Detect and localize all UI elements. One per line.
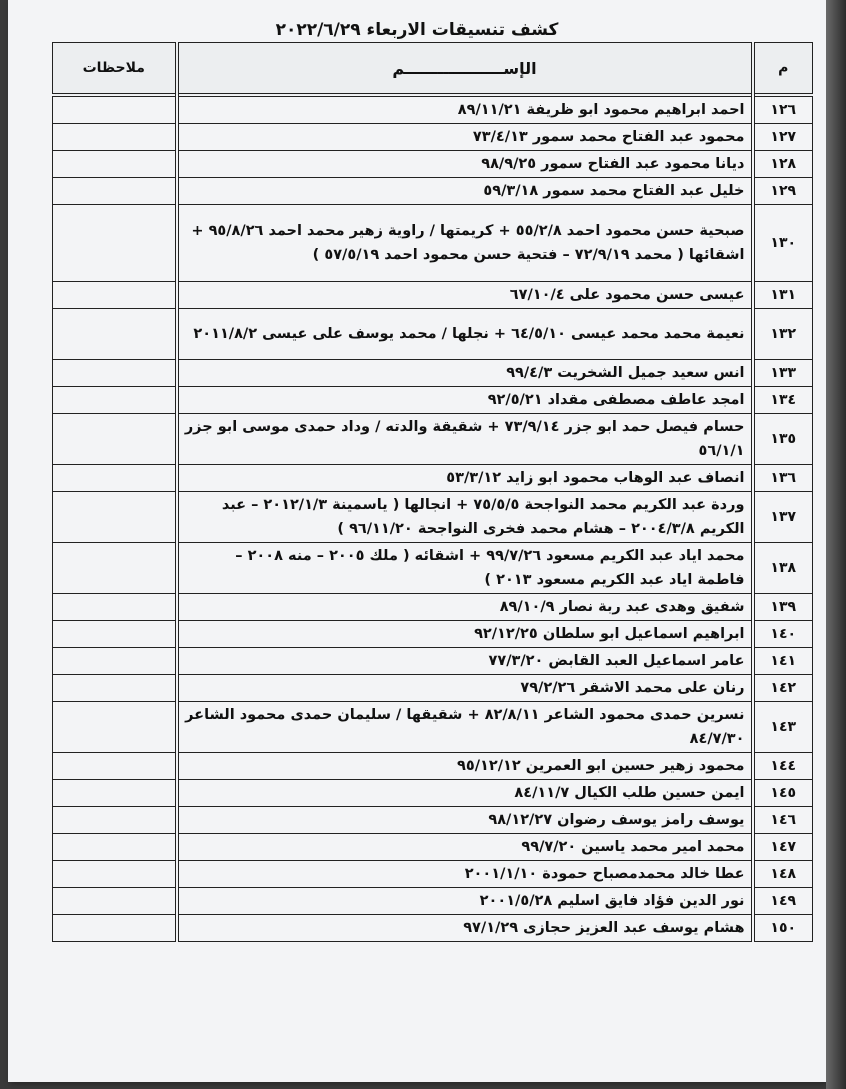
row-name: محمود عبد الفتاح محمد سمور ٧٣/٤/١٣: [177, 124, 753, 151]
table-row: [53, 915, 813, 942]
row-number: ١٤٨: [753, 861, 813, 888]
table-row: [53, 360, 813, 387]
row-number: ١٤٧: [753, 834, 813, 861]
row-number: ١٤٥: [753, 780, 813, 807]
table-row: [53, 861, 813, 888]
row-number: ١٤٦: [753, 807, 813, 834]
row-name: انس سعيد جميل الشخريت ٩٩/٤/٣: [177, 360, 753, 387]
row-name: شفيق وهدى عبد ربة نصار ٨٩/١٠/٩: [177, 594, 753, 621]
row-number: ١٣٩: [753, 594, 813, 621]
row-notes: [53, 387, 177, 414]
row-number: ١٤٢: [753, 675, 813, 702]
row-name: عيسى حسن محمود على ٦٧/١٠/٤: [177, 282, 753, 309]
table-row: [53, 702, 813, 753]
row-notes: [53, 360, 177, 387]
row-notes: [53, 780, 177, 807]
row-notes: [53, 205, 177, 282]
row-number: ١٢٨: [753, 151, 813, 178]
row-number: ١٤١: [753, 648, 813, 675]
row-notes: [53, 621, 177, 648]
table-row: [53, 621, 813, 648]
table-row: [53, 387, 813, 414]
table-row: [53, 95, 813, 124]
row-name: نعيمة محمد محمد عيسى ٦٤/٥/١٠ + نجلها / محمد يوسف على عيسى ٢٠١١/٨/٢: [177, 309, 753, 360]
row-number: ١٣٦: [753, 465, 813, 492]
table-row: [53, 594, 813, 621]
row-name: محمود زهير حسين ابو العمرين ٩٥/١٢/١٢: [177, 753, 753, 780]
row-number: ١٤٤: [753, 753, 813, 780]
table-row: [53, 151, 813, 178]
document-title: كشف تنسيقات الاربعاء ٢٠٢٢/٦/٢٩: [275, 20, 559, 40]
row-notes: [53, 178, 177, 205]
row-notes: [53, 465, 177, 492]
row-number: ١٣٥: [753, 414, 813, 465]
row-notes: [53, 888, 177, 915]
row-name: عامر اسماعيل العبد القابض ٧٧/٣/٢٠: [177, 648, 753, 675]
table-row: [53, 780, 813, 807]
row-notes: [53, 675, 177, 702]
row-notes: [53, 492, 177, 543]
table-header-row: [53, 43, 813, 96]
row-number: ١٤٩: [753, 888, 813, 915]
table-row: [53, 309, 813, 360]
row-notes: [53, 309, 177, 360]
row-notes: [53, 807, 177, 834]
row-notes: [53, 95, 177, 124]
row-number: ١٤٠: [753, 621, 813, 648]
row-name: نسرين حمدى محمود الشاعر ٨٢/٨/١١ + شقيقها / سليمان حمدى محمود الشاعر ٨٤/٧/٣٠: [177, 702, 753, 753]
row-name: هشام يوسف عبد العزيز حجازى ٩٧/١/٢٩: [177, 915, 753, 942]
row-number: ١٣٨: [753, 543, 813, 594]
row-name: نور الدين فؤاد فايق اسليم ٢٠٠١/٥/٢٨: [177, 888, 753, 915]
table-row: [53, 834, 813, 861]
row-name: رنان على محمد الاشقر ٧٩/٢/٢٦: [177, 675, 753, 702]
table-row: [53, 543, 813, 594]
header-name: الإســــــــــــــــــم: [177, 43, 753, 96]
table-row: [53, 753, 813, 780]
row-name: وردة عبد الكريم محمد النواجحة ٧٥/٥/٥ + انجالها ( ياسمينة ٢٠١٢/١/٣ – عبد الكريم ٢٠٠٤/٣/٨ – هشام محمد فخرى النواجحة ٩٦/١١/٢٠ ): [177, 492, 753, 543]
header-number: م: [753, 43, 813, 96]
row-name: ديانا محمود عبد الفتاح سمور ٩٨/٩/٢٥: [177, 151, 753, 178]
row-number: ١٤٣: [753, 702, 813, 753]
row-name: محمد امير محمد ياسين ٩٩/٧/٢٠: [177, 834, 753, 861]
row-name: انصاف عبد الوهاب محمود ابو زايد ٥٣/٣/١٢: [177, 465, 753, 492]
table-row: [53, 205, 813, 282]
row-number: ١٣٧: [753, 492, 813, 543]
table-row: [53, 648, 813, 675]
row-notes: [53, 834, 177, 861]
row-name: صبحية حسن محمود احمد ٥٥/٢/٨ + كريمتها / راوية زهير محمد احمد ٩٥/٨/٢٦ + اشقائها ( محمد ٧٢/٩/١٩ – فتحية حسن محمود احمد ٥٧/٥/١٩ ): [177, 205, 753, 282]
paper-sheet: [8, 0, 826, 1082]
table-row: [53, 675, 813, 702]
row-number: ١٢٩: [753, 178, 813, 205]
row-notes: [53, 594, 177, 621]
row-name: امجد عاطف مصطفى مقداد ٩٢/٥/٢١: [177, 387, 753, 414]
row-name: احمد ابراهيم محمود ابو ظريفة ٨٩/١١/٢١: [177, 95, 753, 124]
table-row: [53, 282, 813, 309]
row-number: ١٢٦: [753, 95, 813, 124]
background-edge: [826, 0, 846, 1089]
row-name: حسام فيصل حمد ابو جزر ٧٣/٩/١٤ + شقيقة والدته / وداد حمدى موسى ابو جزر ٥٦/١/١: [177, 414, 753, 465]
row-number: ١٣٤: [753, 387, 813, 414]
row-notes: [53, 753, 177, 780]
row-name: ابراهيم اسماعيل ابو سلطان ٩٢/١٢/٢٥: [177, 621, 753, 648]
row-name: عطا خالد محمدمصباح حمودة ٢٠٠١/١/١٠: [177, 861, 753, 888]
table-row: [53, 465, 813, 492]
names-table: [52, 42, 813, 942]
table-row: [53, 178, 813, 205]
row-number: ١٥٠: [753, 915, 813, 942]
row-notes: [53, 151, 177, 178]
row-notes: [53, 124, 177, 151]
row-notes: [53, 915, 177, 942]
row-number: ١٣٢: [753, 309, 813, 360]
row-number: ١٢٧: [753, 124, 813, 151]
row-number: ١٣١: [753, 282, 813, 309]
row-name: يوسف رامز يوسف رضوان ٩٨/١٢/٢٧: [177, 807, 753, 834]
row-notes: [53, 648, 177, 675]
row-notes: [53, 414, 177, 465]
table-row: [53, 807, 813, 834]
table-row: [53, 124, 813, 151]
table-row: [53, 414, 813, 465]
row-number: ١٣٠: [753, 205, 813, 282]
row-notes: [53, 282, 177, 309]
table-row: [53, 492, 813, 543]
row-name: ايمن حسين طلب الكيال ٨٤/١١/٧: [177, 780, 753, 807]
row-notes: [53, 543, 177, 594]
row-notes: [53, 861, 177, 888]
row-number: ١٣٣: [753, 360, 813, 387]
row-notes: [53, 702, 177, 753]
table-row: [53, 888, 813, 915]
row-name: خليل عبد الفتاح محمد سمور ٥٩/٣/١٨: [177, 178, 753, 205]
header-notes: ملاحظات: [53, 43, 177, 96]
row-name: محمد اياد عبد الكريم مسعود ٩٩/٧/٢٦ + اشقائه ( ملك ٢٠٠٥ – منه ٢٠٠٨ – فاطمة اياد عبد الكريم مسعود ٢٠١٣ ): [177, 543, 753, 594]
